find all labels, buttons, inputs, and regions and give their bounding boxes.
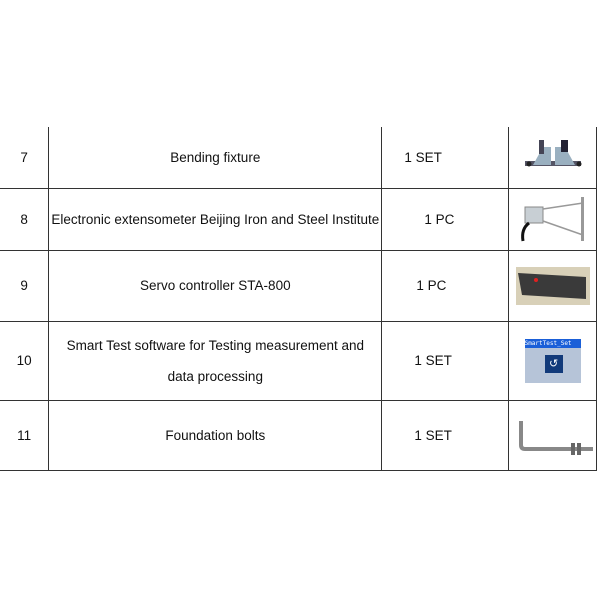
bending-fixture-image (521, 137, 585, 177)
quantity: 1 SET (382, 400, 509, 470)
servo-controller-image (516, 267, 590, 305)
row-number: 7 (0, 127, 49, 188)
table-row (0, 127, 597, 188)
row-number: 10 (0, 321, 49, 400)
item-name: Smart Test software for Testing measurement and data processing (49, 321, 382, 400)
software-label: SmartTest_Set (525, 339, 581, 348)
item-image (509, 321, 597, 400)
row-number: 11 (0, 400, 49, 470)
item-name: Foundation bolts (49, 400, 382, 470)
row-number: 9 (0, 250, 49, 321)
table-row (0, 400, 597, 470)
quantity: 1 PC (382, 188, 509, 250)
table-row (0, 188, 597, 250)
quantity: 1 SET (382, 127, 509, 188)
table-row (0, 321, 597, 400)
item-image (509, 127, 597, 188)
quantity: 1 PC (382, 250, 509, 321)
item-name: Bending fixture (49, 127, 382, 188)
item-name: Electronic extensometer Beijing Iron and Steel Institute (49, 188, 382, 250)
quantity: 1 SET (382, 321, 509, 400)
extensometer-image (517, 195, 589, 243)
item-image (509, 250, 597, 321)
item-image (509, 188, 597, 250)
equipment-table (0, 127, 597, 471)
row-number: 8 (0, 188, 49, 250)
item-name: Servo controller STA-800 (49, 250, 382, 321)
item-image (509, 400, 597, 470)
foundation-bolt-image (513, 415, 593, 455)
table-row (0, 250, 597, 321)
software-icon: SmartTest_Set ↺ (525, 339, 581, 383)
